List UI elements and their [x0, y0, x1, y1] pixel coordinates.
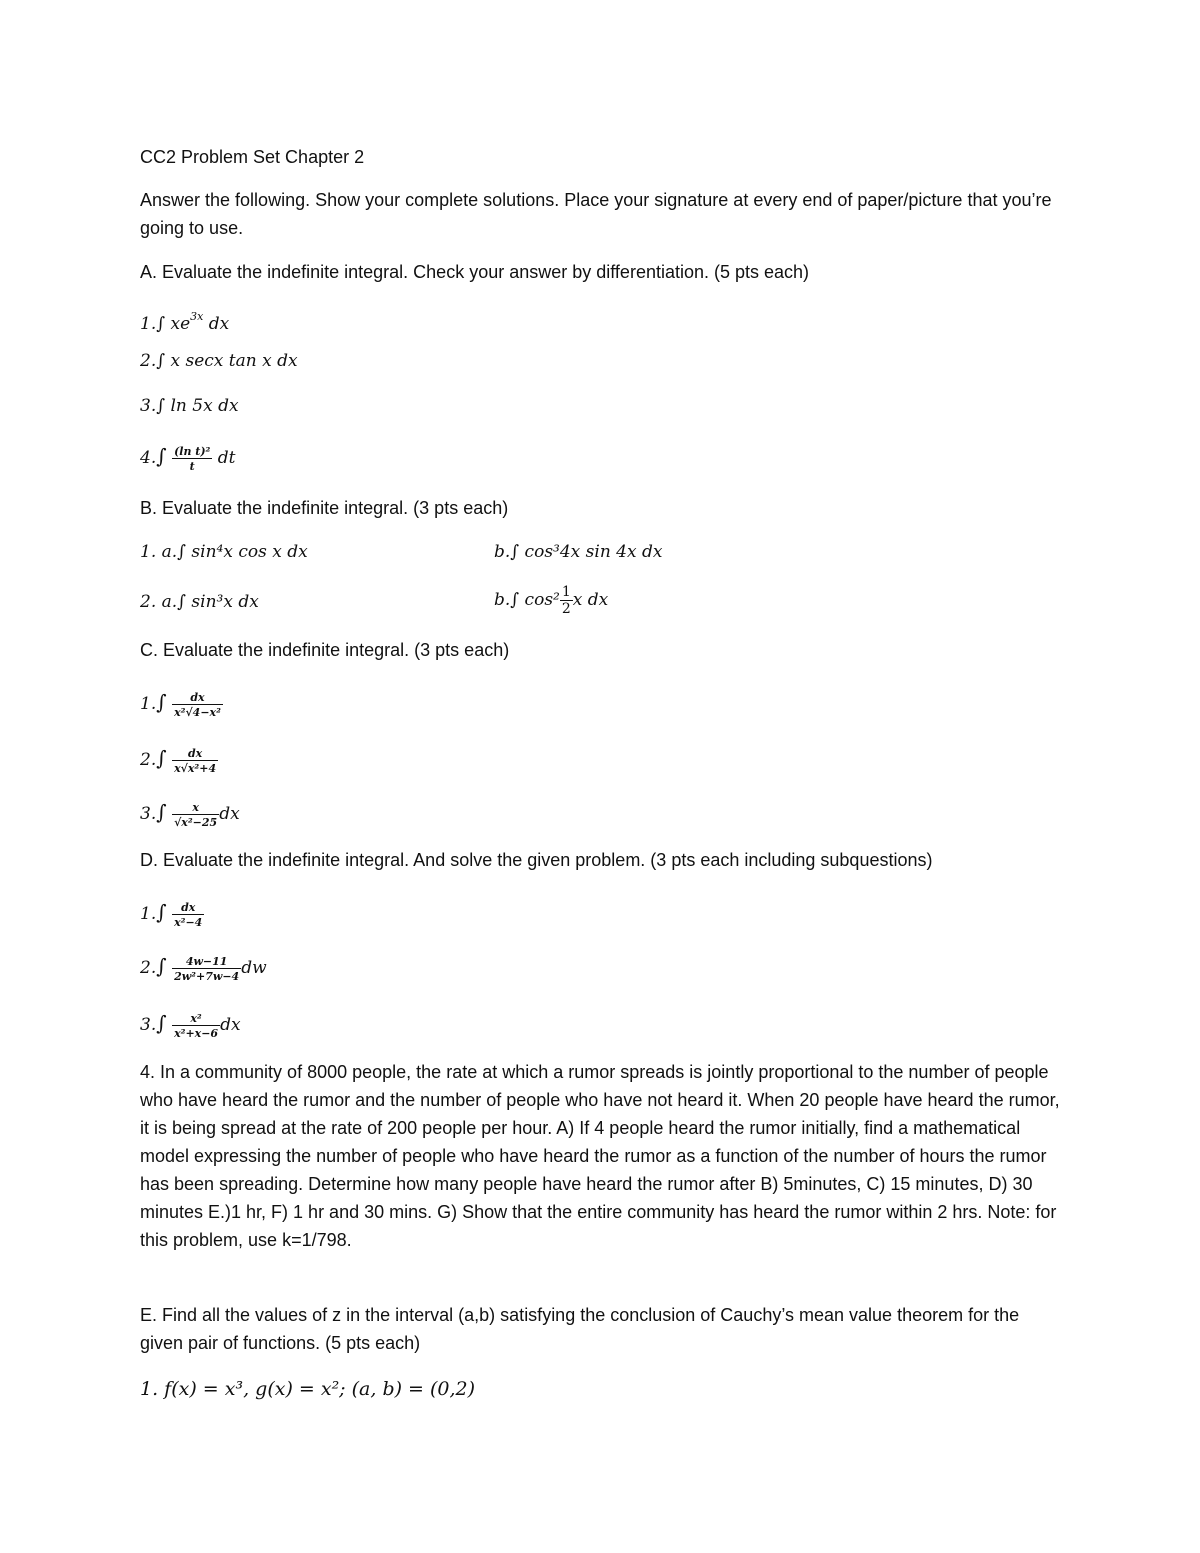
b1b-number: b. [494, 542, 511, 562]
c1-denominator: x²√4−x² [174, 705, 221, 719]
c2-item: 2.∫ $\frac{dx}{\text{x√x²+4}}$ [140, 746, 217, 775]
d1-numerator: dx [181, 900, 196, 914]
d2-differential: dw [241, 958, 267, 978]
a1-number: 1. [140, 314, 157, 334]
a1-differential: dx [203, 314, 230, 334]
b2b-denominator: 2 [561, 600, 571, 617]
a4-number: 4. [140, 448, 157, 468]
c3-number: 3. [140, 804, 157, 824]
d2-item: 2.∫ $\frac{4w-11}{\text{2w²+7w−4}}$ dw [140, 954, 267, 983]
c3-fraction [172, 801, 219, 829]
c1-item: 1.∫ $\frac{dx}{\text{x²√4−x²}}$ [140, 690, 221, 719]
b2a-item [140, 588, 259, 616]
section-a-heading: A. Evaluate the indefinite integral. Check your answer by differentiation. (5 pts each) [140, 262, 810, 282]
c3-differential: dx [219, 804, 240, 824]
d1-fraction [172, 901, 204, 929]
c1-numerator: dx [190, 690, 205, 704]
d3-numerator: x² [190, 1011, 202, 1025]
section-b-heading: B. Evaluate the indefinite integral. (3 pts each) [140, 498, 509, 518]
a2-expr: ∫ x secx tan x dx [156, 351, 298, 371]
b1a-number: 1. a. [140, 542, 178, 562]
d1-item: 1.∫ $\frac{dx}{\text{x²−4}}$ [140, 900, 203, 929]
c2-fraction [172, 747, 218, 775]
b2b-expr-end: x dx [572, 590, 609, 610]
rumor-problem: 4. In a community of 8000 people, the rate at which a rumor spreads is jointly proportional to the number of people who have heard the rumor and the number of people who have not heard it. When 20 people have heard the rumor, it is being spread at the rate of 200 people per hour. A) If 4 people heard the rumor initially, find a mathematical model expressing the number of people who have heard the rumor as a function of the number of hours the rumor has been spreading. Determine how many people have heard the rumor after B) 5minutes, C) 15 minutes, D) 30 minutes E.)1 hr, F) 1 hr and 30 mins. G) Show that the entire community has heard the rumor within 2 hrs. Note: for this problem, use k=1/798. [140, 1062, 1060, 1250]
d2-denominator: 2w²+7w−4 [174, 969, 240, 983]
c3-denominator: √x²−25 [174, 815, 218, 829]
b2b-fraction [560, 585, 573, 617]
a1-exponent: 3x [190, 310, 204, 323]
b1a-item [140, 538, 308, 566]
d1-denominator: x²−4 [174, 915, 203, 929]
d3-fraction [172, 1012, 220, 1040]
section-d-heading: D. Evaluate the indefinite integral. And solve the given problem. (3 pts each including subquestions) [140, 850, 933, 870]
b1a-expr: ∫ sin⁴x cos x dx [177, 542, 308, 562]
a3-item [140, 392, 239, 420]
b2b-expr-start: ∫ cos² [510, 590, 560, 610]
a3-number: 3. [140, 396, 157, 416]
a4-differential: dt [212, 448, 236, 468]
d3-item: 3.∫ $\frac{\text{x²}}{\text{x²+x−6}}$ dx [140, 1011, 241, 1040]
b2b-numerator: 1 [561, 583, 571, 600]
b2a-number: 2. a. [140, 592, 178, 612]
d1-number: 1. [140, 904, 157, 924]
a3-expr: ∫ ln 5x dx [156, 396, 239, 416]
c2-numerator: dx [187, 746, 203, 760]
e1-item: 1. f(x) = x³, g(x) = x²; (a, b) = (0,2) [140, 1378, 476, 1400]
a1-item [140, 303, 229, 338]
a2-item [140, 347, 298, 375]
d2-fraction [172, 955, 241, 983]
instructions: Answer the following. Show your complete solutions. Place your signature at every end of paper/picture that you’re going to use. [140, 190, 1052, 238]
c3-item: 3.∫ $\frac{x}{\text{√x²−25}}$ dx [140, 800, 240, 829]
d2-numerator: 4w−11 [185, 954, 228, 968]
a4-denominator: t [172, 458, 212, 473]
b1b-item [494, 538, 662, 566]
a4-fraction [172, 445, 212, 473]
c1-number: 1. [140, 694, 157, 714]
section-e-heading: E. Find all the values of z in the interval (a,b) satisfying the conclusion of Cauchy’s mean value theorem for the given pair of functions. (5 pts each) [140, 1305, 1020, 1353]
c2-denominator: x√x²+4 [174, 761, 217, 775]
b2b-number: b. [494, 590, 511, 610]
c2-number: 2. [140, 750, 157, 770]
b2a-expr: ∫ sin³x dx [177, 592, 259, 612]
a4-numerator: (ln t)² [174, 444, 211, 458]
a4-item: 4.∫ $\frac{\text{(ln t)²}}{t}$ dt [140, 444, 236, 473]
d3-denominator: x²+x−6 [174, 1026, 219, 1040]
b2b-item [494, 580, 608, 620]
d2-number: 2. [140, 958, 157, 978]
c1-fraction [172, 691, 223, 719]
document-title: CC2 Problem Set Chapter 2 [140, 147, 365, 167]
d3-number: 3. [140, 1015, 157, 1035]
c3-numerator: x [192, 800, 199, 814]
d3-differential: dx [220, 1015, 241, 1035]
b1b-expr: ∫ cos³4x sin 4x dx [510, 542, 663, 562]
a1-expr: ∫ xe [156, 314, 191, 334]
a2-number: 2. [140, 351, 157, 371]
section-c-heading: C. Evaluate the indefinite integral. (3 pts each) [140, 640, 510, 660]
